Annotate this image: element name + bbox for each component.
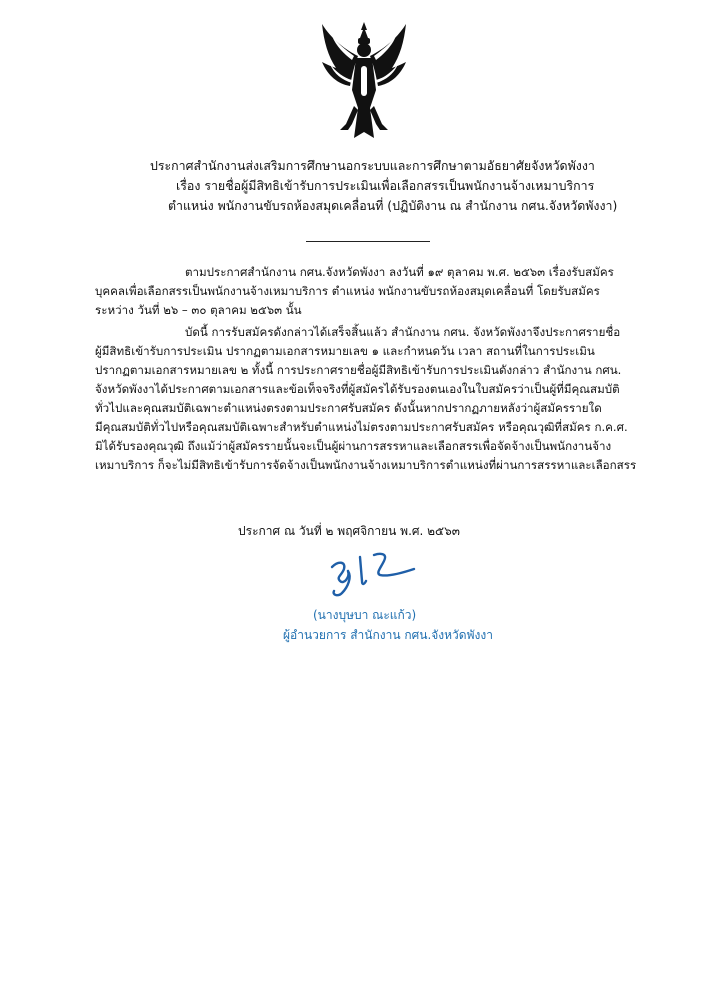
handwritten-signature	[322, 547, 418, 599]
paragraph-1-line: บุคคลเพื่อเลือกสรรเป็นพนักงานจ้างเหมาบริการ ตำแหน่ง พนักงานขับรถห้องสมุดเคลื่อนที่ โดยรับสมัคร	[95, 284, 600, 298]
heading-divider	[306, 241, 430, 242]
paragraph-2-line: จังหวัดพังงาได้ประกาศตามเอกสารและข้อเท็จจริงที่ผู้สมัครได้รับรองตนเองในใบสมัครว่าเป็นผู้ที่มีคุณสมบัติ	[95, 382, 620, 396]
paragraph-2-line: เหมาบริการ ก็จะไม่มีสิทธิเข้ารับการจัดจ้างเป็นพนักงานจ้างเหมาบริการตำแหน่งที่ผ่านการสรรหาและเลือกสรร	[95, 458, 637, 472]
paragraph-2-line: ปรากฏตามเอกสารหมายเลข ๒ ทั้งนี้ การประกาศรายชื่อผู้มีสิทธิเข้ารับการประเมินดังกล่าว สำนักงาน กศน.	[95, 363, 622, 377]
paragraph-1-line: ตามประกาศสำนักงาน กศน.จังหวัดพังงา ลงวันที่ ๑๙ ตุลาคม พ.ศ. ๒๕๖๓ เรื่องรับสมัคร	[185, 265, 614, 279]
heading-line-3: ตำแหน่ง พนักงานขับรถห้องสมุดเคลื่อนที่ (ปฏิบัติงาน ณ สำนักงาน กศน.จังหวัดพังงา)	[168, 198, 618, 213]
paragraph-2-line: บัดนี้ การรับสมัครดังกล่าวได้เสร็จสิ้นแล้ว สำนักงาน กศน. จังหวัดพังงาจึงประกาศรายชื่อ	[185, 325, 621, 339]
signer-name: (นางบุษบา ณะแก้ว)	[313, 608, 417, 622]
heading-line-1: ประกาศสำนักงานส่งเสริมการศึกษานอกระบบและการศึกษาตามอัธยาศัยจังหวัดพังงา	[150, 158, 595, 173]
paragraph-2-line: ผู้มีสิทธิเข้ารับการประเมิน ปรากฏตามเอกสารหมายเลข ๑ และกำหนดวัน เวลา สถานที่ในการประเมิน	[95, 344, 595, 358]
paragraph-2-line: ทั่วไปและคุณสมบัติเฉพาะตำแหน่งตรงตามประกาศรับสมัคร ดังนั้นหากปรากฏภายหลังว่าผู้สมัครรายใด	[95, 401, 602, 415]
paragraph-1-line: ระหว่าง วันที่ ๒๖ – ๓๐ ตุลาคม ๒๕๖๓ นั้น	[95, 303, 302, 317]
paragraph-1	[95, 263, 643, 320]
garuda-emblem-icon	[318, 20, 410, 144]
heading-line-2: เรื่อง รายชื่อผู้มีสิทธิเข้ารับการประเมินเพื่อเลือกสรรเป็นพนักงานจ้างเหมาบริการ	[176, 178, 595, 193]
paragraph-2-line: มีคุณสมบัติทั่วไปหรือคุณสมบัติเฉพาะสำหรับตำแหน่งไม่ตรงตามประกาศรับสมัคร หรือคุณวุฒิที่สมัคร ก.ค.ศ.	[95, 420, 628, 434]
paragraph-2-line: มิได้รับรองคุณวุฒิ ถึงแม้ว่าผู้สมัครรายนั้นจะเป็นผู้ผ่านการสรรหาและเลือกสรรเพื่อจัดจ้างเป็นพนักงานจ้าง	[95, 439, 612, 453]
paragraph-2	[95, 323, 643, 475]
document-heading	[150, 156, 620, 216]
signer-title: ผู้อำนวยการ สำนักงาน กศน.จังหวัดพังงา	[283, 628, 493, 642]
announcement-date: ประกาศ ณ วันที่ ๒ พฤศจิกายน พ.ศ. ๒๕๖๓	[238, 524, 460, 538]
